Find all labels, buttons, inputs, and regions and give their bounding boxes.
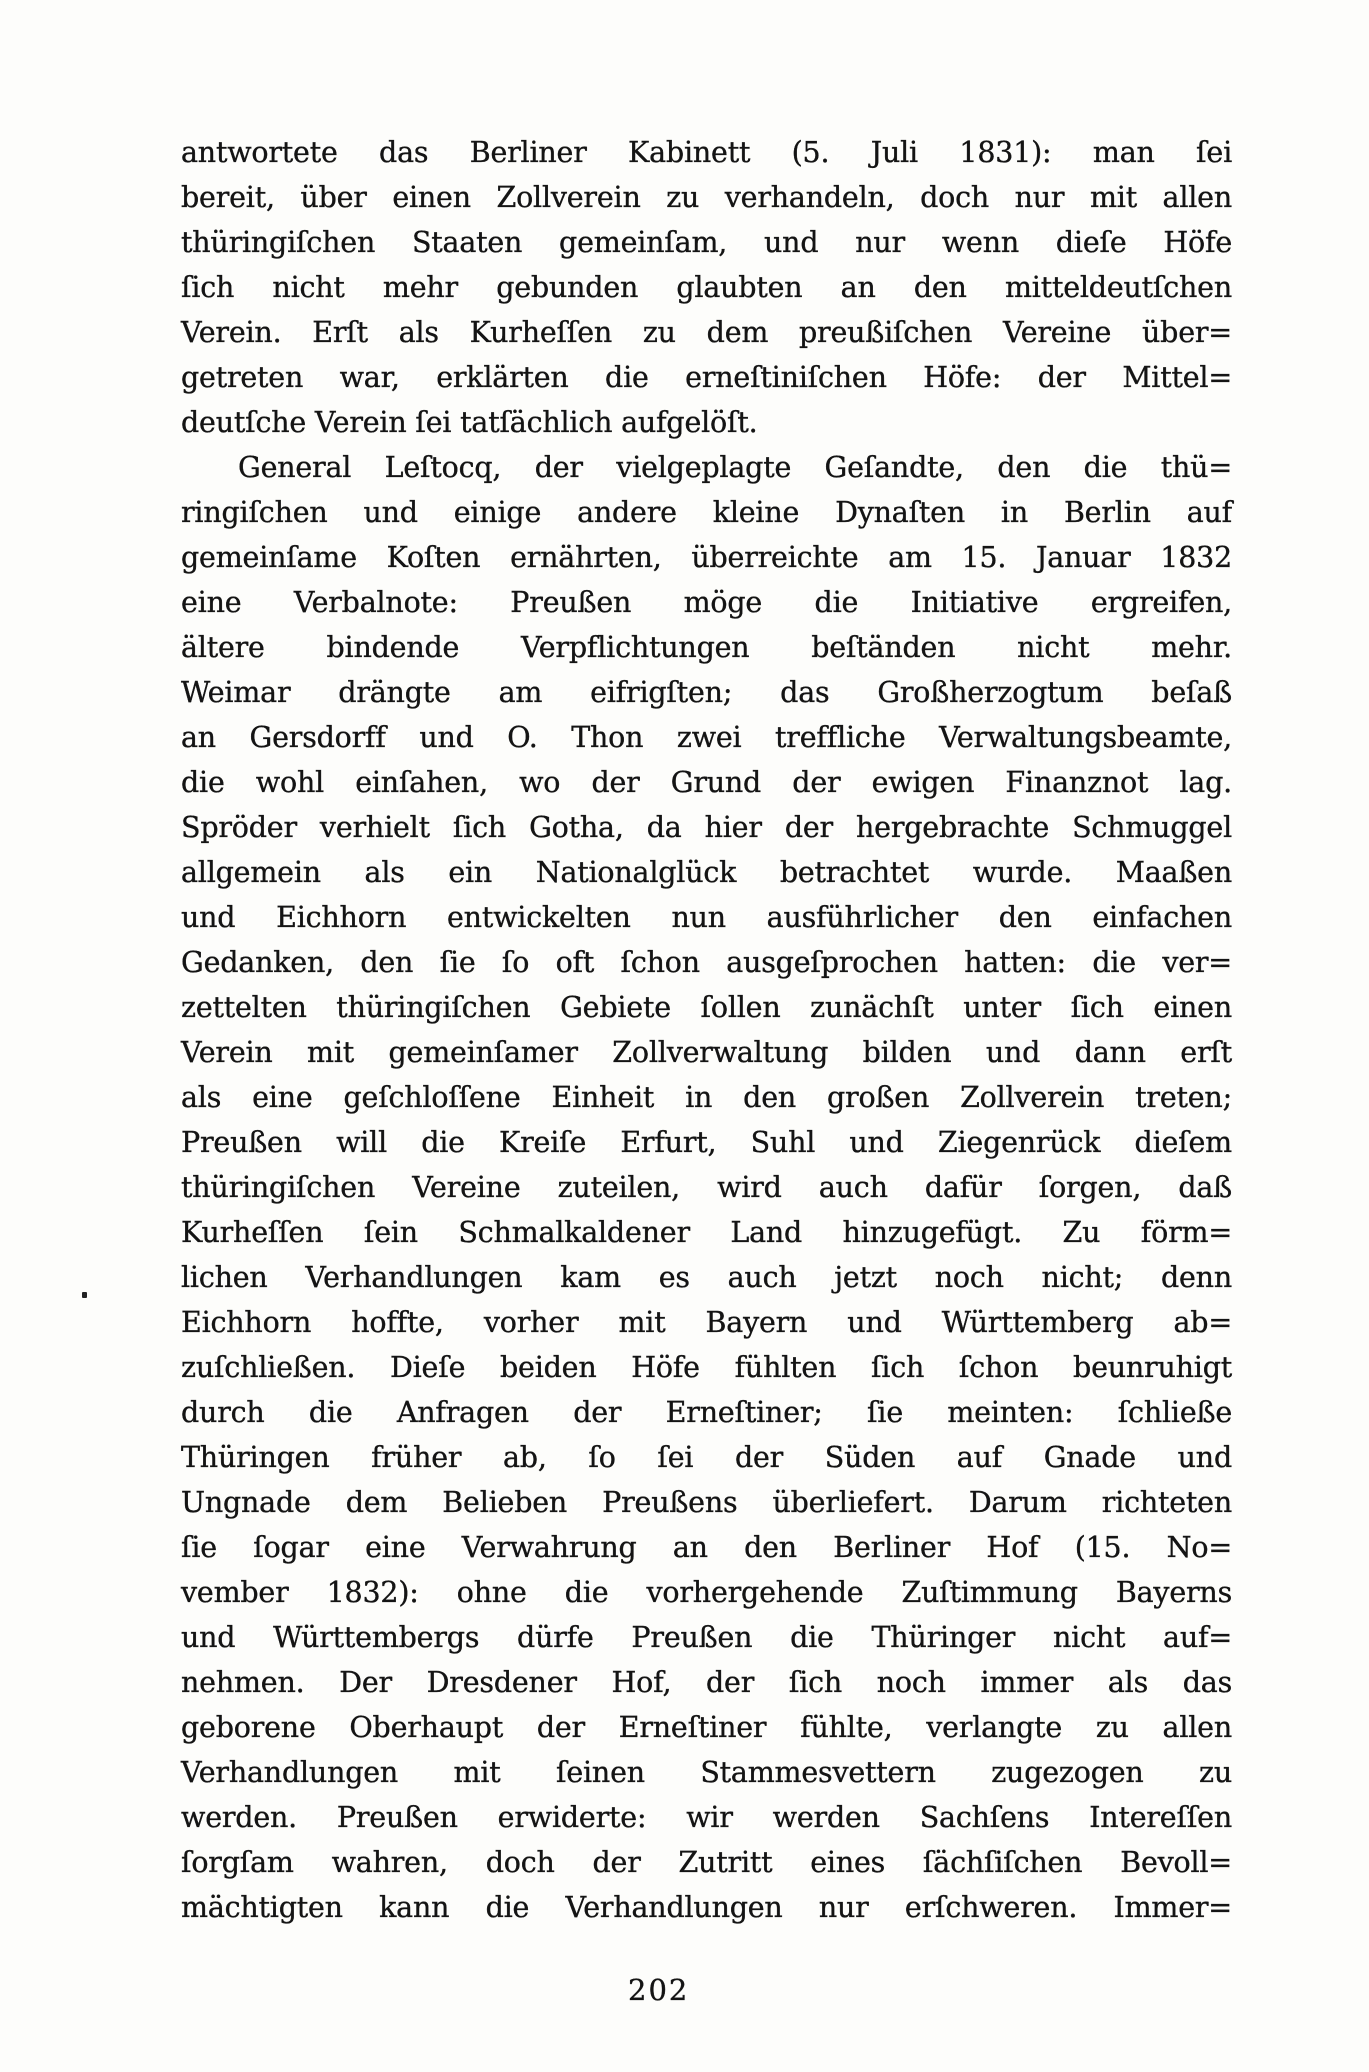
- text-line: mächtigten kann die Verhandlungen nur erſchweren. Immer=: [181, 1891, 1232, 1924]
- text-line: Thüringen früher ab, ſo ſei der Süden auf Gnade und: [181, 1441, 1232, 1474]
- text-line: Verhandlungen mit ſeinen Stammesvettern zugezogen zu: [181, 1756, 1232, 1789]
- body-text: [181, 130, 1232, 1930]
- text-line: getreten war, erklärten die erneſtiniſchen Höfe: der Mittel=: [181, 361, 1232, 394]
- text-line: ſich nicht mehr gebunden glaubten an den mitteldeutſchen: [181, 271, 1232, 304]
- text-line: Weimar drängte am eifrigſten; das Großherzogtum beſaß: [181, 676, 1232, 709]
- text-line-paragraph-end: deutſche Verein ſei tatſächlich aufgelöſt.: [181, 406, 758, 439]
- text-line: bereit, über einen Zollverein zu verhandeln, doch nur mit allen: [181, 181, 1232, 214]
- text-line: werden. Preußen erwiderte: wir werden Sachſens Intereſſen: [181, 1801, 1232, 1834]
- text-line: zettelten thüringiſchen Gebiete ſollen zunächſt unter ſich einen: [181, 991, 1232, 1024]
- text-line: ältere bindende Verpflichtungen beſtänden nicht mehr.: [181, 631, 1232, 664]
- text-line: lichen Verhandlungen kam es auch jetzt noch nicht; denn: [181, 1261, 1232, 1294]
- text-line: als eine geſchloſſene Einheit in den großen Zollverein treten;: [181, 1081, 1232, 1114]
- text-line: Spröder verhielt ſich Gotha, da hier der hergebrachte Schmuggel: [181, 811, 1232, 844]
- text-line: geborene Oberhaupt der Erneſtiner fühlte, verlangte zu allen: [181, 1711, 1232, 1744]
- text-line-paragraph-start: General Leſtocq, der vielgeplagte Geſandte, den die thü=: [238, 451, 1232, 484]
- text-line: durch die Anfragen der Erneſtiner; ſie meinten: ſchließe: [181, 1396, 1232, 1429]
- text-line: ſorgſam wahren, doch der Zutritt eines ſächſiſchen Bevoll=: [181, 1846, 1232, 1879]
- text-line: Verein mit gemeinſamer Zollverwaltung bilden und dann erſt: [181, 1036, 1232, 1069]
- text-line: Ungnade dem Belieben Preußens überliefert. Darum richteten: [181, 1486, 1232, 1519]
- text-line: die wohl einſahen, wo der Grund der ewigen Finanznot lag.: [181, 766, 1232, 799]
- text-line: eine Verbalnote: Preußen möge die Initiative ergreifen,: [181, 586, 1232, 619]
- text-line: vember 1832): ohne die vorhergehende Zuſtimmung Bayerns: [181, 1576, 1232, 1609]
- ink-speck: [82, 1292, 87, 1298]
- text-line: an Gersdorff und O. Thon zwei treffliche Verwaltungsbeamte,: [181, 721, 1232, 754]
- text-line: und Eichhorn entwickelten nun ausführlicher den einfachen: [181, 901, 1232, 934]
- page-number: 202: [628, 1973, 690, 2007]
- text-line: thüringiſchen Staaten gemeinſam, und nur wenn dieſe Höfe: [181, 226, 1232, 259]
- text-line: allgemein als ein Nationalglück betrachtet wurde. Maaßen: [181, 856, 1232, 889]
- text-line: ſie ſogar eine Verwahrung an den Berliner Hof (15. No=: [181, 1531, 1232, 1564]
- text-line: Verein. Erſt als Kurheſſen zu dem preußiſchen Vereine über=: [181, 316, 1232, 349]
- text-line: und Württembergs dürfe Preußen die Thüringer nicht auf=: [181, 1621, 1232, 1654]
- text-line: nehmen. Der Dresdener Hof, der ſich noch immer als das: [181, 1666, 1232, 1699]
- text-line: gemeinſame Koſten ernährten, überreichte am 15. Januar 1832: [181, 541, 1232, 574]
- text-line: thüringiſchen Vereine zuteilen, wird auch dafür ſorgen, daß: [181, 1171, 1232, 1204]
- text-line: Preußen will die Kreiſe Erfurt, Suhl und Ziegenrück dieſem: [181, 1126, 1232, 1159]
- text-line: Gedanken, den ſie ſo oft ſchon ausgeſprochen hatten: die ver=: [181, 946, 1232, 979]
- text-line: ringiſchen und einige andere kleine Dynaſten in Berlin auf: [181, 496, 1232, 529]
- text-line: Eichhorn hoffte, vorher mit Bayern und Württemberg ab=: [181, 1306, 1232, 1339]
- text-line: zuſchließen. Dieſe beiden Höfe fühlten ſich ſchon beunruhigt: [181, 1351, 1232, 1384]
- text-line: antwortete das Berliner Kabinett (5. Juli 1831): man ſei: [181, 136, 1232, 169]
- text-line: Kurheſſen ſein Schmalkaldener Land hinzugefügt. Zu förm=: [181, 1216, 1232, 1249]
